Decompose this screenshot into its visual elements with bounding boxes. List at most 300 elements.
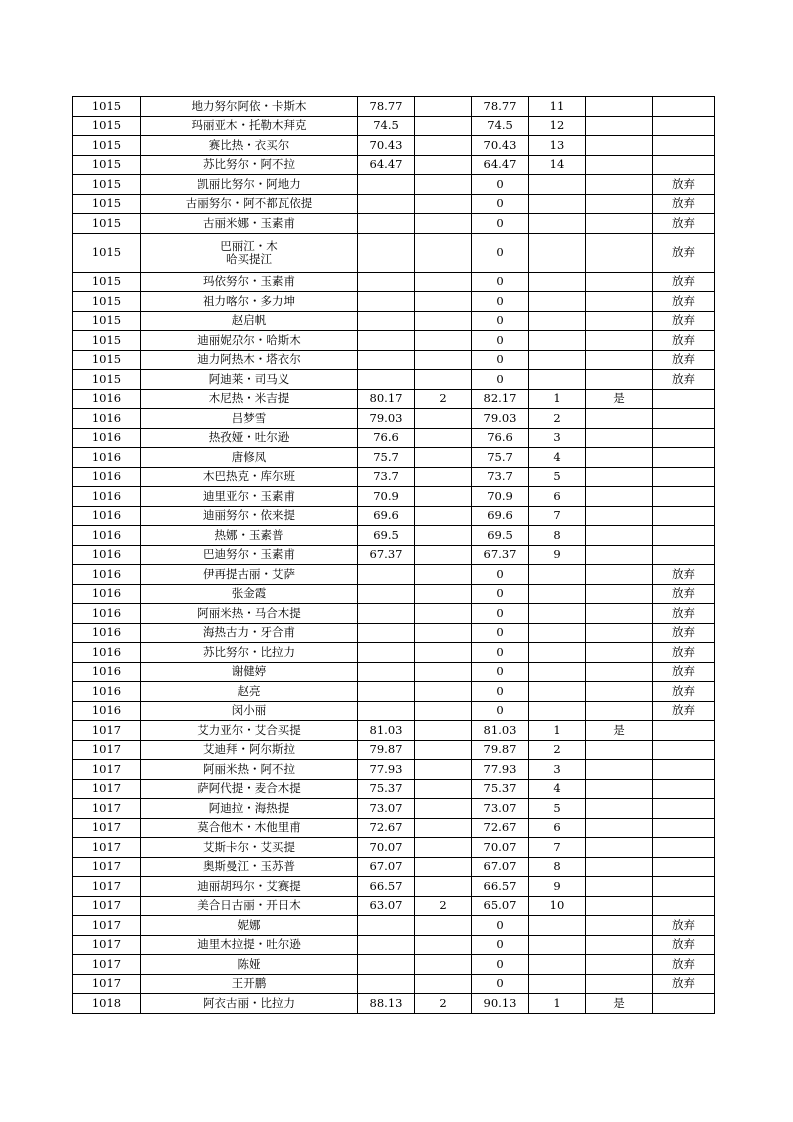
candidate-name-cell: 玛丽亚木・托勒木拜克	[141, 116, 358, 136]
candidate-name-cell: 祖力喀尔・多力坤	[141, 292, 358, 312]
total-score-cell: 90.13	[472, 994, 529, 1014]
total-score-cell: 82.17	[472, 389, 529, 409]
selected-flag-cell	[586, 584, 653, 604]
bonus-points-cell	[415, 175, 472, 195]
total-score-cell: 0	[472, 370, 529, 390]
selected-flag-cell	[586, 292, 653, 312]
total-score-cell: 74.5	[472, 116, 529, 136]
exam-score-cell: 77.93	[358, 760, 415, 780]
remark-cell	[653, 448, 715, 468]
position-code-cell: 1015	[73, 155, 141, 175]
total-score-cell: 66.57	[472, 877, 529, 897]
table-row	[73, 604, 715, 624]
candidate-name-cell: 巴丽江・木 哈买提江	[141, 233, 358, 272]
candidate-name-cell: 阿丽米热・阿不拉	[141, 760, 358, 780]
remark-cell: 放弃	[653, 623, 715, 643]
candidate-name-cell: 热娜・玉素普	[141, 526, 358, 546]
exam-score-cell: 72.67	[358, 818, 415, 838]
table-row	[73, 292, 715, 312]
table-row	[73, 623, 715, 643]
bonus-points-cell	[415, 974, 472, 994]
position-code-cell: 1015	[73, 272, 141, 292]
candidate-name-cell: 木巴热克・库尔班	[141, 467, 358, 487]
rank-cell	[529, 935, 586, 955]
exam-score-cell: 69.5	[358, 526, 415, 546]
selected-flag-cell	[586, 799, 653, 819]
position-code-cell: 1017	[73, 935, 141, 955]
bonus-points-cell	[415, 760, 472, 780]
remark-cell	[653, 116, 715, 136]
candidate-name-cell: 妮娜	[141, 916, 358, 936]
rank-cell: 6	[529, 818, 586, 838]
position-code-cell: 1017	[73, 779, 141, 799]
rank-cell: 13	[529, 136, 586, 156]
bonus-points-cell	[415, 214, 472, 234]
rank-cell	[529, 955, 586, 975]
selected-flag-cell	[586, 877, 653, 897]
rank-cell	[529, 370, 586, 390]
rank-cell: 2	[529, 740, 586, 760]
total-score-cell: 67.37	[472, 545, 529, 565]
total-score-cell: 69.6	[472, 506, 529, 526]
remark-cell	[653, 409, 715, 429]
total-score-cell: 75.7	[472, 448, 529, 468]
bonus-points-cell	[415, 701, 472, 721]
remark-cell	[653, 740, 715, 760]
candidate-name-cell: 阿迪拉・海热提	[141, 799, 358, 819]
rank-cell: 5	[529, 467, 586, 487]
total-score-cell: 69.5	[472, 526, 529, 546]
remark-cell	[653, 97, 715, 117]
table-row	[73, 116, 715, 136]
remark-cell	[653, 506, 715, 526]
rank-cell: 2	[529, 409, 586, 429]
position-code-cell: 1016	[73, 487, 141, 507]
remark-cell	[653, 799, 715, 819]
candidate-name-cell: 迪力阿热木・塔衣尔	[141, 350, 358, 370]
rank-cell: 3	[529, 428, 586, 448]
table-row	[73, 272, 715, 292]
total-score-cell: 64.47	[472, 155, 529, 175]
exam-score-cell	[358, 311, 415, 331]
exam-score-cell	[358, 935, 415, 955]
table-row	[73, 974, 715, 994]
rank-cell	[529, 974, 586, 994]
bonus-points-cell	[415, 857, 472, 877]
candidate-name-cell: 陈娅	[141, 955, 358, 975]
exam-score-cell	[358, 584, 415, 604]
rank-cell	[529, 175, 586, 195]
selected-flag-cell	[586, 935, 653, 955]
rank-cell: 6	[529, 487, 586, 507]
selected-flag-cell	[586, 487, 653, 507]
remark-cell: 放弃	[653, 584, 715, 604]
selected-flag-cell	[586, 506, 653, 526]
total-score-cell: 0	[472, 350, 529, 370]
exam-score-cell: 70.43	[358, 136, 415, 156]
rank-cell	[529, 662, 586, 682]
bonus-points-cell	[415, 350, 472, 370]
rank-cell: 9	[529, 545, 586, 565]
rank-cell: 10	[529, 896, 586, 916]
position-code-cell: 1017	[73, 760, 141, 780]
remark-cell: 放弃	[653, 194, 715, 214]
table-row	[73, 175, 715, 195]
selected-flag-cell	[586, 467, 653, 487]
exam-score-cell	[358, 643, 415, 663]
selected-flag-cell	[586, 740, 653, 760]
selected-flag-cell: 是	[586, 721, 653, 741]
selected-flag-cell	[586, 272, 653, 292]
selected-flag-cell	[586, 662, 653, 682]
bonus-points-cell	[415, 467, 472, 487]
rank-cell	[529, 623, 586, 643]
total-score-cell: 0	[472, 292, 529, 312]
exam-score-cell: 73.7	[358, 467, 415, 487]
bonus-points-cell: 2	[415, 994, 472, 1014]
rank-cell	[529, 916, 586, 936]
total-score-cell: 73.07	[472, 799, 529, 819]
exam-score-cell: 66.57	[358, 877, 415, 897]
table-row	[73, 350, 715, 370]
bonus-points-cell	[415, 116, 472, 136]
bonus-points-cell	[415, 623, 472, 643]
total-score-cell: 76.6	[472, 428, 529, 448]
table-row	[73, 389, 715, 409]
exam-score-cell: 76.6	[358, 428, 415, 448]
bonus-points-cell	[415, 272, 472, 292]
remark-cell	[653, 467, 715, 487]
selected-flag-cell	[586, 194, 653, 214]
candidate-name-cell: 古丽努尔・阿不都瓦依提	[141, 194, 358, 214]
bonus-points-cell	[415, 155, 472, 175]
exam-score-cell: 70.9	[358, 487, 415, 507]
remark-cell: 放弃	[653, 233, 715, 272]
total-score-cell: 81.03	[472, 721, 529, 741]
remark-cell	[653, 155, 715, 175]
candidate-name-cell: 迪里亚尔・玉素甫	[141, 487, 358, 507]
bonus-points-cell	[415, 487, 472, 507]
selected-flag-cell	[586, 701, 653, 721]
rank-cell: 1	[529, 721, 586, 741]
selected-flag-cell	[586, 370, 653, 390]
position-code-cell: 1017	[73, 877, 141, 897]
candidate-name-cell: 赛比热・衣买尔	[141, 136, 358, 156]
exam-score-cell: 67.07	[358, 857, 415, 877]
bonus-points-cell	[415, 409, 472, 429]
position-code-cell: 1016	[73, 662, 141, 682]
position-code-cell: 1017	[73, 740, 141, 760]
exam-score-cell	[358, 175, 415, 195]
bonus-points-cell: 2	[415, 896, 472, 916]
remark-cell	[653, 136, 715, 156]
selected-flag-cell	[586, 896, 653, 916]
position-code-cell: 1018	[73, 994, 141, 1014]
candidate-name-cell: 谢健婷	[141, 662, 358, 682]
rank-cell	[529, 331, 586, 351]
table-row	[73, 487, 715, 507]
position-code-cell: 1017	[73, 916, 141, 936]
rank-cell: 4	[529, 779, 586, 799]
exam-score-cell: 70.07	[358, 838, 415, 858]
selected-flag-cell	[586, 955, 653, 975]
total-score-cell: 79.87	[472, 740, 529, 760]
exam-score-cell: 78.77	[358, 97, 415, 117]
score-table	[72, 96, 715, 1014]
candidate-name-cell: 热孜娅・吐尔逊	[141, 428, 358, 448]
position-code-cell: 1016	[73, 448, 141, 468]
exam-score-cell	[358, 331, 415, 351]
table-row	[73, 877, 715, 897]
selected-flag-cell	[586, 233, 653, 272]
total-score-cell: 0	[472, 643, 529, 663]
candidate-name-cell: 古丽米娜・玉素甫	[141, 214, 358, 234]
exam-score-cell: 73.07	[358, 799, 415, 819]
position-code-cell: 1015	[73, 175, 141, 195]
exam-score-cell: 75.37	[358, 779, 415, 799]
exam-score-cell: 67.37	[358, 545, 415, 565]
position-code-cell: 1017	[73, 799, 141, 819]
exam-score-cell	[358, 272, 415, 292]
score-table-body	[73, 97, 715, 1014]
position-code-cell: 1017	[73, 974, 141, 994]
exam-score-cell	[358, 701, 415, 721]
bonus-points-cell	[415, 136, 472, 156]
total-score-cell: 0	[472, 311, 529, 331]
exam-score-cell: 63.07	[358, 896, 415, 916]
table-row	[73, 448, 715, 468]
candidate-name-cell: 张金霞	[141, 584, 358, 604]
candidate-name-cell: 巴迪努尔・玉素甫	[141, 545, 358, 565]
position-code-cell: 1016	[73, 701, 141, 721]
candidate-name-cell: 阿丽米热・马合木提	[141, 604, 358, 624]
candidate-name-cell: 奥斯曼江・玉苏普	[141, 857, 358, 877]
selected-flag-cell	[586, 331, 653, 351]
total-score-cell: 65.07	[472, 896, 529, 916]
bonus-points-cell	[415, 292, 472, 312]
rank-cell: 14	[529, 155, 586, 175]
remark-cell: 放弃	[653, 311, 715, 331]
table-row	[73, 760, 715, 780]
bonus-points-cell	[415, 838, 472, 858]
table-row	[73, 994, 715, 1014]
exam-score-cell	[358, 370, 415, 390]
rank-cell	[529, 643, 586, 663]
rank-cell	[529, 292, 586, 312]
remark-cell: 放弃	[653, 604, 715, 624]
position-code-cell: 1016	[73, 682, 141, 702]
remark-cell: 放弃	[653, 350, 715, 370]
exam-score-cell: 75.7	[358, 448, 415, 468]
selected-flag-cell	[586, 760, 653, 780]
rank-cell	[529, 350, 586, 370]
remark-cell: 放弃	[653, 643, 715, 663]
table-row	[73, 721, 715, 741]
position-code-cell: 1016	[73, 467, 141, 487]
candidate-name-cell: 凯丽比努尔・阿地力	[141, 175, 358, 195]
rank-cell: 11	[529, 97, 586, 117]
candidate-name-cell: 迪丽胡玛尔・艾赛提	[141, 877, 358, 897]
table-row	[73, 214, 715, 234]
candidate-name-cell: 萨阿代提・麦合木提	[141, 779, 358, 799]
selected-flag-cell	[586, 604, 653, 624]
remark-cell	[653, 877, 715, 897]
exam-score-cell	[358, 955, 415, 975]
rank-cell: 1	[529, 994, 586, 1014]
total-score-cell: 0	[472, 662, 529, 682]
rank-cell: 4	[529, 448, 586, 468]
position-code-cell: 1015	[73, 350, 141, 370]
exam-score-cell	[358, 194, 415, 214]
remark-cell: 放弃	[653, 292, 715, 312]
total-score-cell: 0	[472, 623, 529, 643]
table-row	[73, 97, 715, 117]
candidate-name-cell: 苏比努尔・阿不拉	[141, 155, 358, 175]
total-score-cell: 0	[472, 272, 529, 292]
total-score-cell: 0	[472, 194, 529, 214]
candidate-name-cell: 玛依努尔・玉素甫	[141, 272, 358, 292]
candidate-name-cell: 迪丽努尔・依来提	[141, 506, 358, 526]
remark-cell	[653, 545, 715, 565]
table-row	[73, 643, 715, 663]
exam-score-cell	[358, 604, 415, 624]
rank-cell	[529, 584, 586, 604]
total-score-cell: 79.03	[472, 409, 529, 429]
position-code-cell: 1016	[73, 565, 141, 585]
bonus-points-cell	[415, 643, 472, 663]
selected-flag-cell	[586, 623, 653, 643]
selected-flag-cell	[586, 526, 653, 546]
rank-cell: 9	[529, 877, 586, 897]
total-score-cell: 77.93	[472, 760, 529, 780]
selected-flag-cell	[586, 818, 653, 838]
selected-flag-cell	[586, 116, 653, 136]
position-code-cell: 1016	[73, 389, 141, 409]
table-row	[73, 838, 715, 858]
position-code-cell: 1015	[73, 97, 141, 117]
rank-cell: 12	[529, 116, 586, 136]
position-code-cell: 1017	[73, 955, 141, 975]
selected-flag-cell	[586, 565, 653, 585]
candidate-name-cell: 木尼热・米吉提	[141, 389, 358, 409]
total-score-cell: 70.9	[472, 487, 529, 507]
candidate-name-cell: 海热古力・牙合甫	[141, 623, 358, 643]
bonus-points-cell	[415, 935, 472, 955]
total-score-cell: 73.7	[472, 467, 529, 487]
selected-flag-cell	[586, 350, 653, 370]
candidate-name-cell: 唐修凤	[141, 448, 358, 468]
selected-flag-cell: 是	[586, 389, 653, 409]
bonus-points-cell	[415, 662, 472, 682]
total-score-cell: 67.07	[472, 857, 529, 877]
remark-cell	[653, 760, 715, 780]
candidate-name-cell: 艾力亚尔・艾合买提	[141, 721, 358, 741]
position-code-cell: 1015	[73, 194, 141, 214]
candidate-name-cell: 阿迪莱・司马义	[141, 370, 358, 390]
rank-cell	[529, 565, 586, 585]
selected-flag-cell	[586, 311, 653, 331]
bonus-points-cell	[415, 682, 472, 702]
position-code-cell: 1016	[73, 604, 141, 624]
table-row	[73, 428, 715, 448]
selected-flag-cell	[586, 428, 653, 448]
position-code-cell: 1015	[73, 370, 141, 390]
table-row	[73, 194, 715, 214]
remark-cell: 放弃	[653, 935, 715, 955]
position-code-cell: 1015	[73, 292, 141, 312]
remark-cell	[653, 389, 715, 409]
total-score-cell: 0	[472, 604, 529, 624]
table-row	[73, 331, 715, 351]
position-code-cell: 1016	[73, 545, 141, 565]
rank-cell: 7	[529, 506, 586, 526]
bonus-points-cell	[415, 604, 472, 624]
total-score-cell: 0	[472, 935, 529, 955]
remark-cell	[653, 994, 715, 1014]
candidate-name-cell: 莫合他木・木他里甫	[141, 818, 358, 838]
bonus-points-cell	[415, 740, 472, 760]
candidate-name-cell: 吕梦雪	[141, 409, 358, 429]
total-score-cell: 0	[472, 214, 529, 234]
candidate-name-cell: 地力努尔阿依・卡斯木	[141, 97, 358, 117]
table-row	[73, 545, 715, 565]
candidate-name-cell: 闵小丽	[141, 701, 358, 721]
candidate-name-cell: 艾迪拜・阿尔斯拉	[141, 740, 358, 760]
rank-cell: 7	[529, 838, 586, 858]
table-row	[73, 526, 715, 546]
exam-score-cell	[358, 565, 415, 585]
candidate-name-cell: 阿衣古丽・比拉力	[141, 994, 358, 1014]
rank-cell	[529, 311, 586, 331]
table-row	[73, 818, 715, 838]
selected-flag-cell	[586, 175, 653, 195]
selected-flag-cell	[586, 448, 653, 468]
remark-cell: 放弃	[653, 701, 715, 721]
total-score-cell: 0	[472, 916, 529, 936]
selected-flag-cell	[586, 409, 653, 429]
total-score-cell: 70.43	[472, 136, 529, 156]
bonus-points-cell	[415, 97, 472, 117]
total-score-cell: 0	[472, 175, 529, 195]
exam-score-cell: 81.03	[358, 721, 415, 741]
remark-cell: 放弃	[653, 662, 715, 682]
rank-cell	[529, 214, 586, 234]
remark-cell	[653, 896, 715, 916]
total-score-cell: 70.07	[472, 838, 529, 858]
table-row	[73, 955, 715, 975]
position-code-cell: 1016	[73, 506, 141, 526]
remark-cell	[653, 487, 715, 507]
position-code-cell: 1017	[73, 857, 141, 877]
bonus-points-cell	[415, 194, 472, 214]
remark-cell	[653, 526, 715, 546]
bonus-points-cell	[415, 779, 472, 799]
position-code-cell: 1017	[73, 838, 141, 858]
table-row	[73, 799, 715, 819]
exam-score-cell: 79.03	[358, 409, 415, 429]
exam-score-cell: 64.47	[358, 155, 415, 175]
position-code-cell: 1016	[73, 643, 141, 663]
candidate-name-cell: 赵启帆	[141, 311, 358, 331]
bonus-points-cell	[415, 448, 472, 468]
exam-score-cell	[358, 682, 415, 702]
table-row	[73, 857, 715, 877]
table-row	[73, 311, 715, 331]
rank-cell	[529, 701, 586, 721]
selected-flag-cell	[586, 974, 653, 994]
total-score-cell: 75.37	[472, 779, 529, 799]
bonus-points-cell	[415, 428, 472, 448]
